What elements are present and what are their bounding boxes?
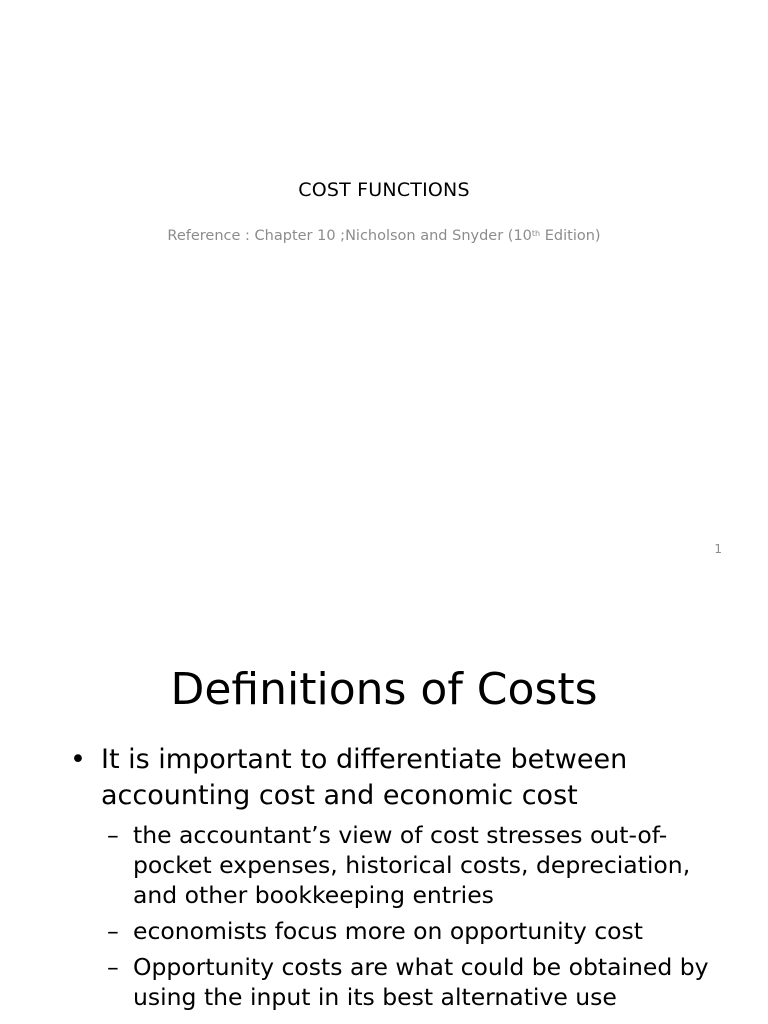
bullet-item	[0, 742, 768, 814]
bullet-marker: •	[70, 744, 86, 775]
subtitle-superscript: th	[531, 229, 541, 238]
slide-2	[0, 576, 768, 1024]
slide-heading: Definitions of Costs	[170, 664, 598, 715]
sub-bullet-text: Opportunity costs are what could be obtained by using the input in its best alternative use	[133, 953, 709, 1011]
sub-bullet-item	[0, 820, 768, 910]
subtitle-text-end: Edition)	[540, 228, 601, 244]
sub-bullet-text: the accountant’s view of cost stresses out-of-pocket expenses, historical costs, depreciation, and other bookkeeping entries	[133, 821, 691, 909]
page-number: 1	[714, 542, 722, 556]
slide-title: COST FUNCTIONS	[298, 179, 470, 201]
sub-bullet-item	[0, 916, 768, 946]
sub-bullet-marker: –	[107, 953, 119, 981]
slide-subtitle	[0, 228, 768, 244]
bullet-list	[0, 742, 768, 1018]
sub-bullet-item	[0, 952, 768, 1012]
sub-bullet-list	[0, 820, 768, 1012]
sub-bullet-marker: –	[107, 821, 119, 849]
sub-bullet-text: economists focus more on opportunity cost	[133, 917, 644, 945]
sub-bullet-marker: –	[107, 917, 119, 945]
subtitle-text: Reference : Chapter 10 ;Nicholson and Snyder (10	[167, 228, 532, 244]
bullet-text: It is important to differentiate between accounting cost and economic cost	[101, 744, 628, 811]
sub-bullet-group	[0, 820, 768, 1012]
